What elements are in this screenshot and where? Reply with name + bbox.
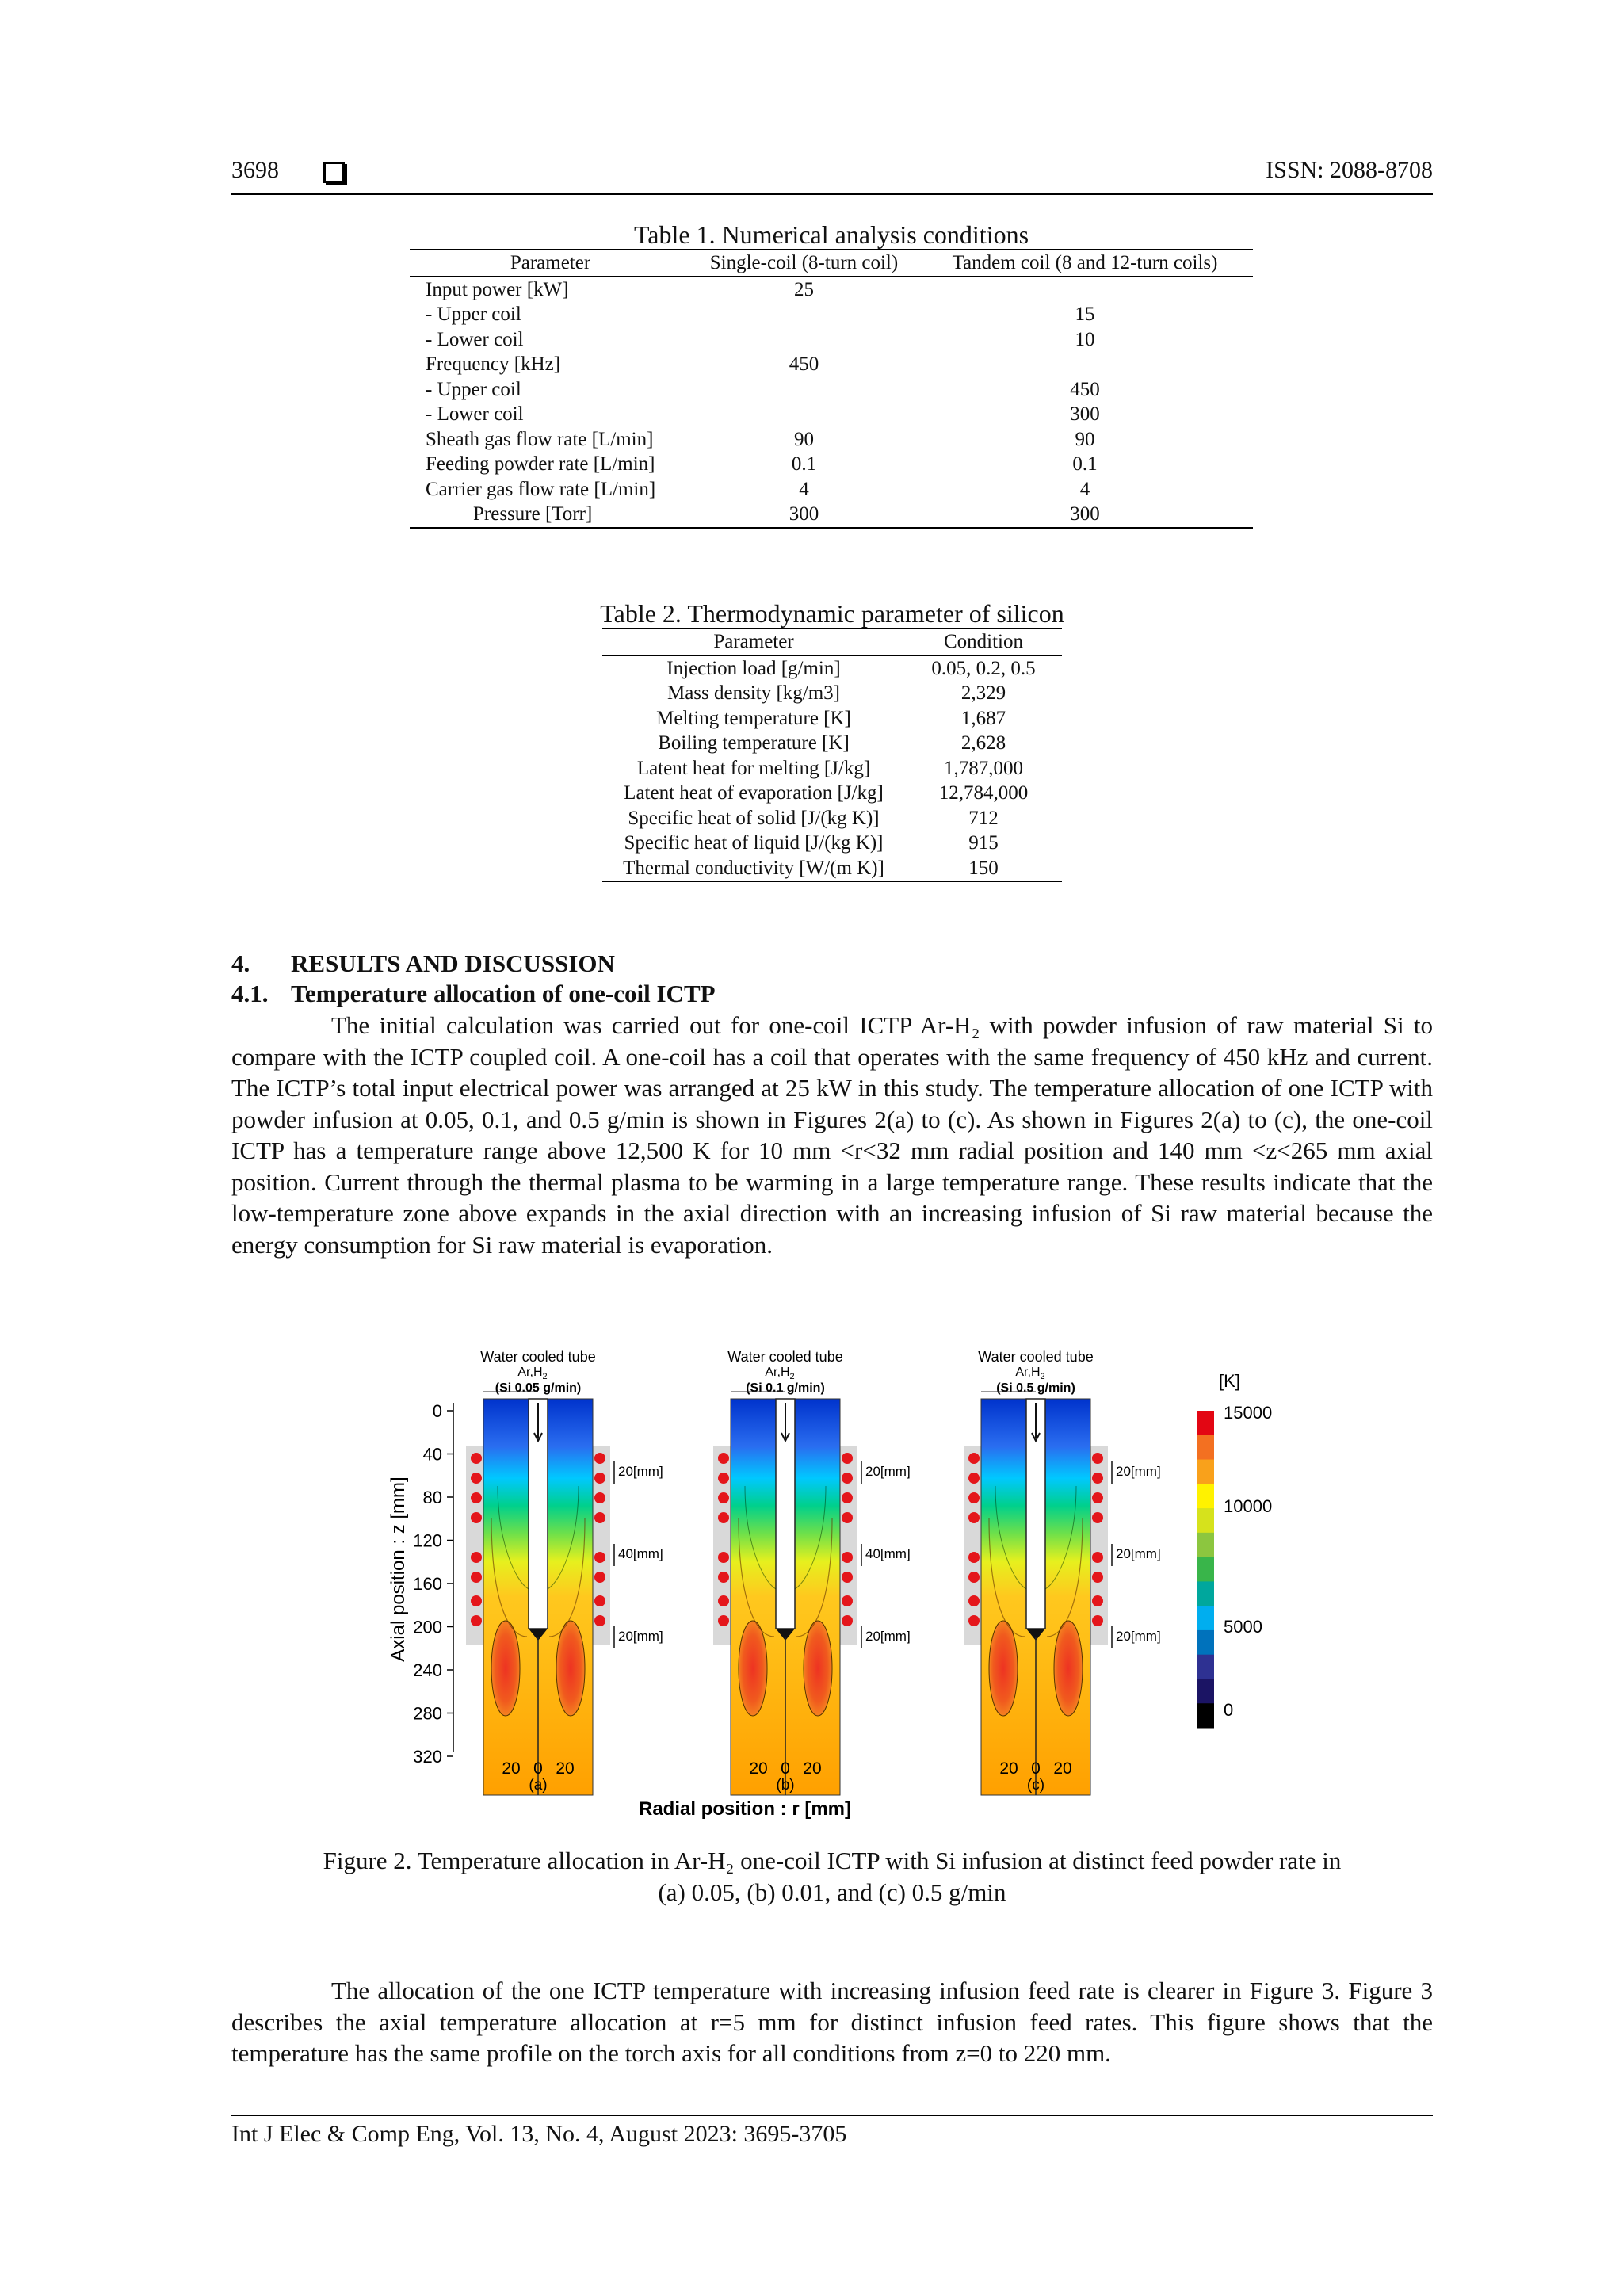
table2-cell: Melting temperature [K] [656, 707, 851, 729]
table1-cell: 450 [789, 353, 819, 376]
table1-cell: 450 [1070, 378, 1100, 400]
page-footer: Int J Elec & Comp Eng, Vol. 13, No. 4, August 2023: 3695-3705 [231, 2115, 1433, 2148]
coil-gap-label: 20[mm] [1116, 1464, 1161, 1479]
table2-cell: Boiling temperature [K] [658, 732, 850, 755]
colorbar-swatch [1197, 1533, 1214, 1557]
table1-row [410, 352, 1253, 377]
table1-header: Tandem coil (8 and 12-turn coils) [917, 250, 1253, 277]
table1-cell: 15 [1075, 304, 1095, 326]
table1-cell: - Lower coil [426, 403, 524, 426]
table1-cell: Input power [kW] [426, 278, 569, 300]
panel-label: (b) [776, 1777, 795, 1794]
gas-formula: Ar,H [765, 1366, 790, 1379]
table2-row [602, 655, 1062, 682]
colorbar-swatch [1197, 1508, 1214, 1533]
coil-gap-label: 20[mm] [1116, 1546, 1161, 1561]
table1-cell: 300 [691, 502, 917, 528]
table1-cell: 90 [1075, 428, 1095, 450]
section-heading [231, 949, 615, 978]
table2-row [602, 806, 1062, 831]
table1-row [410, 452, 1253, 477]
table2-cell: Specific heat of solid [J/(kg K)] [628, 807, 880, 829]
table1-cell: 0.1 [1072, 453, 1098, 476]
table1-cell: 4 [1079, 478, 1090, 500]
x-tick-label: 0 [1031, 1759, 1041, 1778]
table1-row [410, 502, 1253, 528]
table2-row [602, 831, 1062, 856]
x-tick-label: 20 [1053, 1759, 1072, 1778]
table2-header: Parameter [602, 628, 905, 655]
colorbar-swatch [1197, 1435, 1214, 1460]
table1-cell: 90 [794, 428, 814, 450]
table1-caption: Table 1. Numerical analysis conditions [633, 220, 1029, 249]
coil-gap-label: 40[mm] [865, 1546, 911, 1561]
table1-cell: Pressure [Torr] [410, 502, 691, 528]
colorbar-swatch [1197, 1460, 1214, 1484]
table2-row [602, 706, 1062, 732]
x-tick-label: 20 [749, 1759, 768, 1778]
x-tick-label: 20 [803, 1759, 822, 1778]
y-tick-label: 160 [413, 1574, 442, 1594]
colorbar [1197, 1403, 1272, 1729]
table1-cell: Frequency [kHz] [426, 353, 561, 376]
y-tick-label: 240 [413, 1660, 442, 1680]
table1-cell: 25 [794, 278, 814, 300]
feed-rate-label: (Si 0.05 g/min) [495, 1381, 582, 1395]
x-tick-label: 0 [533, 1759, 543, 1778]
page-number: 3698 [231, 157, 279, 183]
x-tick-label: 20 [999, 1759, 1018, 1778]
table1-cell: 300 [917, 502, 1253, 528]
x-tick-label: 0 [781, 1759, 790, 1778]
coil-gap-label: 20[mm] [618, 1629, 663, 1644]
y-tick-label: 40 [422, 1444, 442, 1465]
temperature-panel-a [466, 1349, 663, 1795]
table2-row [602, 781, 1062, 806]
section-title: RESULTS AND DISCUSSION [291, 949, 615, 977]
table2-caption: Table 2. Thermodynamic parameter of silicon [600, 599, 1064, 628]
gas-label [1015, 1366, 1044, 1381]
square-icon [323, 162, 345, 183]
temperature-contour [981, 1399, 1090, 1795]
x-tick-label: 20 [502, 1759, 521, 1778]
table2-cell: 2,329 [960, 682, 1006, 705]
table1-cell: 300 [1070, 403, 1100, 426]
figure-caption [231, 1845, 1433, 1908]
table2-header: Condition [905, 628, 1062, 655]
temperature-panel-b [713, 1349, 911, 1795]
issn: ISSN: 2088-8708 [1266, 157, 1433, 183]
temperature-figure [380, 1339, 1276, 1823]
table1 [410, 249, 1253, 529]
table2-cell: Latent heat of evaporation [J/kg] [624, 782, 884, 804]
y-tick-label: 320 [413, 1747, 442, 1767]
gas-label [765, 1366, 794, 1381]
gas-subscript: 2 [789, 1372, 795, 1381]
table1-row [410, 327, 1253, 353]
table1-cell: Carrier gas flow rate [L/min] [426, 478, 656, 500]
y-tick-label: 280 [413, 1703, 442, 1724]
panel-label: (a) [529, 1777, 548, 1794]
colorbar-tick-label: 10000 [1224, 1496, 1273, 1516]
table1-cell: 0.1 [791, 453, 817, 476]
colorbar-swatch [1197, 1655, 1214, 1679]
colorbar-swatch [1197, 1679, 1214, 1703]
table1-row [410, 427, 1253, 453]
panel-label: (c) [1026, 1777, 1045, 1794]
y-tick-label: 120 [413, 1530, 442, 1551]
table1-cell: 4 [799, 478, 809, 500]
table2-cell: 0.05, 0.2, 0.5 [931, 657, 1036, 679]
gas-subscript: 2 [1040, 1372, 1045, 1381]
table2-cell: 915 [968, 832, 999, 854]
gas-label [517, 1366, 547, 1381]
table1-cell: 10 [1075, 328, 1095, 350]
table2-cell: 12,784,000 [938, 782, 1029, 804]
table2-row [602, 756, 1062, 781]
colorbar-tick-label: 15000 [1224, 1403, 1273, 1423]
table1-row [410, 377, 1253, 403]
y-tick-label: 200 [413, 1617, 442, 1637]
feed-rate-label: (Si 0.1 g/min) [746, 1381, 825, 1395]
colorbar-swatch [1197, 1411, 1214, 1435]
table2-cell: 2,628 [960, 732, 1006, 755]
table1-row [410, 277, 1253, 303]
table1-cell [691, 302, 917, 327]
temperature-contour [731, 1399, 840, 1795]
table1-cell: - Upper coil [426, 304, 521, 326]
coil-gap-label: 20[mm] [618, 1464, 663, 1479]
table2-cell: 150 [905, 856, 1062, 882]
colorbar-swatch [1197, 1606, 1214, 1630]
table1-cell [691, 402, 917, 427]
temperature-panel-c [964, 1349, 1161, 1795]
table2-cell: 1,787,000 [944, 757, 1023, 779]
gas-subscript: 2 [542, 1372, 548, 1381]
colorbar-swatch [1197, 1581, 1214, 1606]
table1-row [410, 302, 1253, 327]
table1-cell [917, 277, 1253, 303]
table1-cell [917, 352, 1253, 377]
table1-header: Parameter [410, 250, 691, 277]
tube-label: Water cooled tube [727, 1349, 843, 1365]
colorbar-tick-label: 5000 [1224, 1617, 1262, 1637]
y-tick-label: 0 [432, 1401, 442, 1421]
body-paragraph-1: The initial calculation was carried out for one-coil ICTP Ar-H₂ with powder infusion of raw material Si to compare with the ICTP coupled coil. A one-coil has a coil that operates with the same frequency of 450 kHz and current. The ICTP’s total input electrical power was arranged at 25 kW in this study. The temperature allocation of one ICTP with powder infusion at 0.05, 0.1, and 0.5 g/min is shown in Figures 2(a) to (c). As shown in Figures 2(a) to (c), the one-coil ICTP has a temperature range above 12,500 K for 10 mm <r<32 mm radial position and 140 mm <z<265 mm axial position. Current through the thermal plasma to be warming in a large temperature range. These results indicate that the low-temperature zone above expands in the axial direction with an increasing infusion of Si raw material because the energy consumption for Si raw material is evaporation. [231, 1011, 1433, 1259]
table2-cell: Injection load [g/min] [666, 657, 841, 679]
coil-gap-label: 20[mm] [1116, 1629, 1161, 1644]
colorbar-tick-label: 0 [1224, 1700, 1234, 1720]
x-axis-label: Radial position : r [mm] [638, 1798, 852, 1820]
table2-cell: Thermal conductivity [W/(m K)] [602, 856, 905, 882]
table2-cell: 712 [968, 807, 999, 829]
table1-cell: Sheath gas flow rate [L/min] [426, 428, 654, 450]
table2-cell: 1,687 [960, 707, 1006, 729]
subsection-number: 4.1. [231, 980, 269, 1007]
table1-cell: - Upper coil [426, 378, 521, 400]
feed-rate-label: (Si 0.5 g/min) [996, 1381, 1075, 1395]
tube-label: Water cooled tube [978, 1349, 1094, 1365]
table1-cell: Feeding powder rate [L/min] [426, 453, 655, 476]
temperature-contour [483, 1399, 593, 1795]
subsection-heading [231, 980, 716, 1008]
table2 [602, 628, 1062, 882]
y-axis-ticks [413, 1401, 453, 1767]
section-number: 4. [231, 949, 250, 977]
x-tick-label: 20 [556, 1759, 575, 1778]
y-axis-label: Axial position : z [mm] [388, 1477, 409, 1662]
tube-label: Water cooled tube [480, 1349, 596, 1365]
table1-row [410, 477, 1253, 502]
table2-cell: Mass density [kg/m3] [666, 682, 841, 705]
gas-formula: Ar,H [1015, 1366, 1041, 1379]
colorbar-swatch [1197, 1484, 1214, 1508]
table2-row [602, 681, 1062, 706]
page-header [231, 155, 1433, 195]
figure-caption-line2: (a) 0.05, (b) 0.01, and (c) 0.5 g/min [658, 1878, 1006, 1906]
figure-caption-line1: Figure 2. Temperature allocation in Ar-H₂ one-coil ICTP with Si infusion at distinct feed powder rate in [323, 1847, 1342, 1874]
table2-cell: Specific heat of liquid [J/(kg K)] [624, 832, 884, 854]
coil-gap-label: 20[mm] [865, 1464, 911, 1479]
coil-gap-label: 40[mm] [618, 1546, 663, 1561]
table1-cell [691, 377, 917, 403]
colorbar-swatch [1197, 1630, 1214, 1655]
colorbar-unit: [K] [1219, 1371, 1240, 1391]
table1-cell [691, 327, 917, 353]
body-paragraph-2: The allocation of the one ICTP temperature with increasing infusion feed rate is clearer in Figure 3. Figure 3 describes the axial temperature allocation at r=5 mm for distinct infusion feed rates. This figure shows that the temperature has the same profile on the torch axis for all conditions from z=0 to 220 mm. [231, 1977, 1433, 2067]
table2-row [602, 731, 1062, 756]
colorbar-swatch [1197, 1703, 1214, 1728]
table1-row [410, 402, 1253, 427]
table2-row [602, 856, 1062, 882]
subsection-title: Temperature allocation of one-coil ICTP [291, 980, 716, 1007]
table1-cell: - Lower coil [426, 328, 524, 350]
colorbar-swatch [1197, 1557, 1214, 1582]
table1-header: Single-coil (8-turn coil) [691, 250, 917, 277]
table2-cell: Latent heat for melting [J/kg] [636, 757, 871, 779]
coil-gap-label: 20[mm] [865, 1629, 911, 1644]
y-tick-label: 80 [422, 1488, 442, 1507]
gas-formula: Ar,H [517, 1366, 543, 1379]
